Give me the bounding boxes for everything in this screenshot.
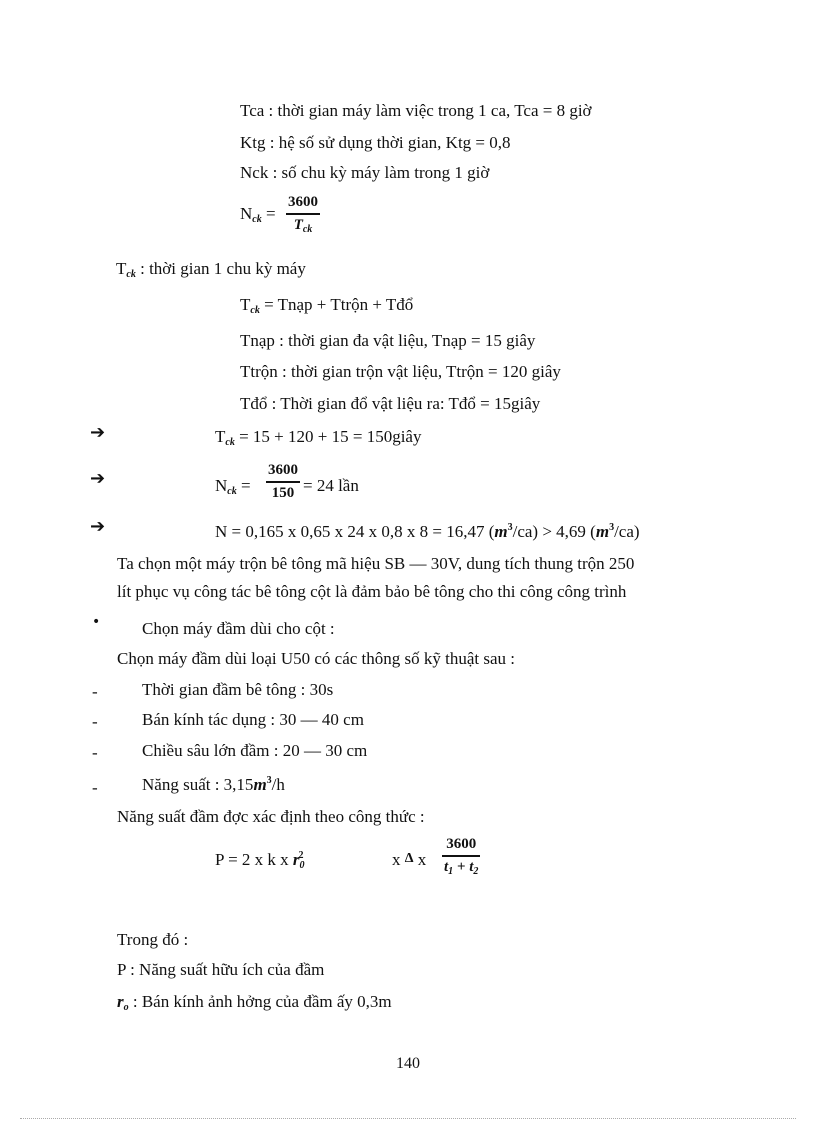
dash-marker: -: [92, 712, 98, 731]
calc-nck-result: = 24 lần: [303, 476, 359, 495]
paragraph-line-1: Ta chọn một máy trộn bê tông mã hiệu SB — 30V, dung tích thung trộn 250: [117, 554, 635, 573]
r0-definition: ro : Bán kính ảnh hởng của đầm ấy 0,3m: [117, 992, 392, 1013]
line-tck-def: Tck : thời gian 1 chu kỳ máy: [116, 259, 306, 280]
page-number: 140: [396, 1055, 420, 1072]
fraction-calc-nck: 3600 150: [268, 462, 298, 501]
paragraph-line-2: lít phục vụ công tác bê tông cột là đảm bảo bê tông cho thi công công trình: [117, 582, 627, 601]
line-tca: Tca : thời gian máy làm việc trong 1 ca, Tca = 8 giờ: [240, 101, 592, 120]
line-ttron: Ttrộn : thời gian trộn vật liệu, Ttrộn = 120 giây: [240, 362, 561, 381]
formula-p-part2: x Δ x: [392, 850, 427, 869]
calc-n: N = 0,165 x 0,65 x 24 x 0,8 x 8 = 16,47 $(m^3/ca) > 4,69$ $(m^3/ca)$: [215, 522, 640, 541]
line-tdo: Tđổ : Thời gian đổ vật liệu ra: Tđổ = 15giây: [240, 394, 541, 413]
bullet-title: Chọn máy đầm dùi cho cột :: [142, 619, 335, 638]
arrow-icon: ➔: [90, 516, 106, 537]
footer-divider: [20, 1118, 796, 1119]
arrow-icon: ➔: [90, 468, 106, 489]
choose-line: Chọn máy đầm dùi loại U50 có các thông số kỹ thuật sau :: [117, 649, 516, 668]
spec-radius: Bán kính tác dụng : 30 — 40 cm: [142, 710, 364, 729]
dash-marker: -: [92, 743, 98, 762]
line-tnap: Tnạp : thời gian đa vật liệu, Tnạp = 15 giây: [240, 331, 536, 350]
spec-time: Thời gian đầm bê tông : 30s: [142, 680, 334, 699]
spec-productivity: Năng suất : $3,15m^3/h$: [142, 775, 285, 794]
calc-nck: Nck =: [215, 476, 251, 497]
arrow-icon: ➔: [90, 422, 106, 443]
p-definition: P : Năng suất hữu ích của đầm: [117, 960, 325, 979]
line-ktg: Ktg : hệ số sử dụng thời gian, Ktg = 0,8: [240, 133, 511, 152]
formula-nck: Nck =: [240, 204, 276, 225]
dash-marker: -: [92, 778, 98, 797]
trong-do: Trong đó :: [117, 930, 189, 949]
calc-tck: Tck = 15 + 120 + 15 = 150giây: [215, 427, 422, 448]
line-nck: Nck : số chu kỳ máy làm trong 1 giờ: [240, 163, 490, 182]
fraction-p: 3600 $t_1 + t_2$: [444, 836, 479, 877]
formula-p: P = 2 x k x $r0^2$: [215, 850, 305, 871]
spec-depth: Chiều sâu lớn đầm : 20 — 30 cm: [142, 741, 368, 760]
dash-marker: -: [92, 682, 98, 701]
bullet-icon: •: [92, 614, 101, 630]
line-tck-sum: Tck = Tnạp + Ttrộn + Tđổ: [240, 295, 414, 316]
fraction-nck: 3600 $T_{ck}$: [288, 194, 318, 235]
formula-intro: Năng suất đầm đợc xác định theo công thức :: [117, 807, 425, 826]
